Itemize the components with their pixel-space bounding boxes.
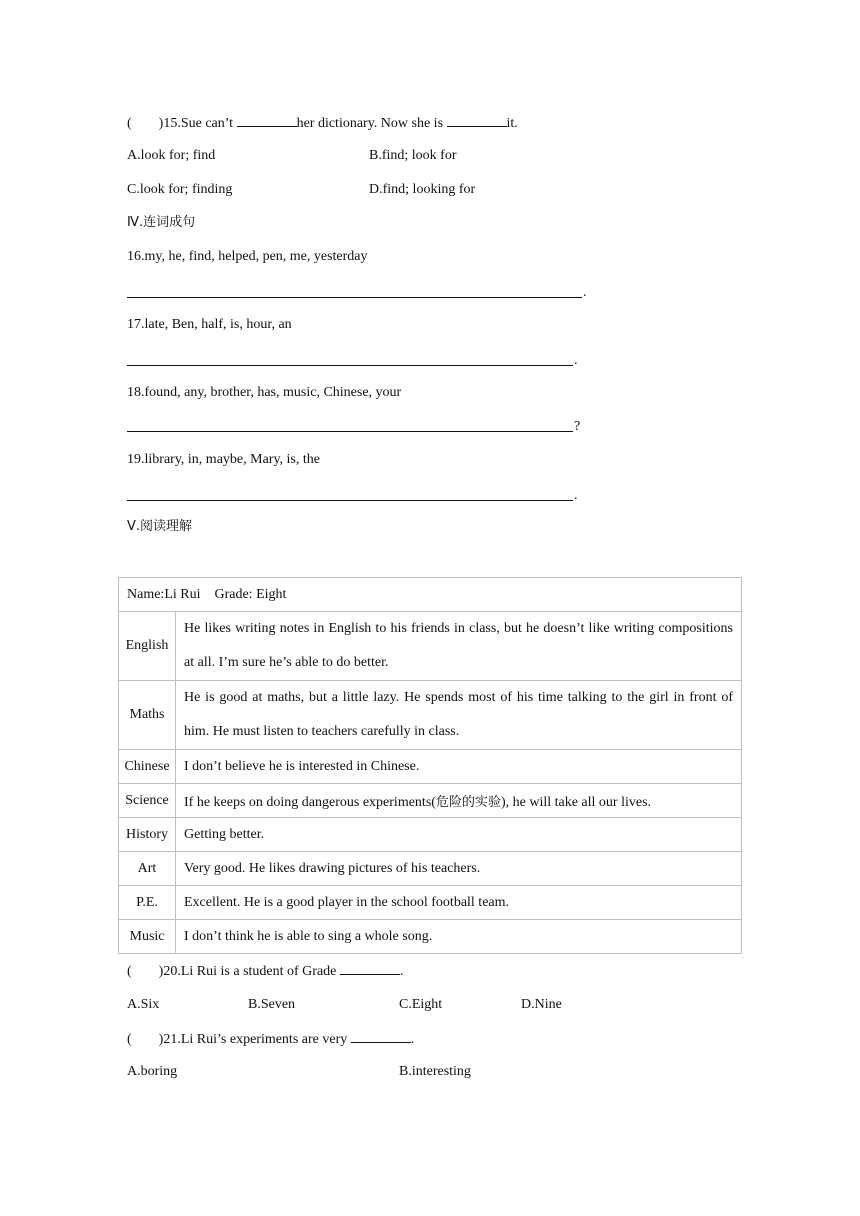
question-17-prompt: 17.late, Ben, half, is, hour, an: [127, 317, 292, 332]
option-a[interactable]: A.Six: [127, 997, 160, 1012]
question-21: ( )21.Li Rui’s experiments are very .: [127, 1029, 414, 1049]
fill-blank[interactable]: [340, 961, 400, 975]
answer-line-18[interactable]: ?: [127, 417, 587, 435]
table-row: [119, 784, 742, 818]
comment-cell: Getting better.: [176, 818, 742, 852]
table-row: [119, 818, 742, 852]
question-20-stem: 20.Li Rui is a student of Grade: [163, 964, 337, 979]
subject-cell: P.E.: [119, 886, 176, 920]
fill-blank[interactable]: [447, 113, 507, 127]
subject-cell: Music: [119, 920, 176, 954]
subject-cell: Chinese: [119, 750, 176, 784]
table-row: [119, 681, 742, 750]
comment-cell: Very good. He likes drawing pictures of his teachers.: [176, 852, 742, 886]
option-d[interactable]: D.Nine: [521, 997, 562, 1012]
table-row: [119, 750, 742, 784]
subject-cell: English: [119, 612, 176, 681]
fill-blank[interactable]: [351, 1029, 411, 1043]
section-4-title: Ⅳ.连词成句: [127, 215, 196, 230]
table-row: [119, 612, 742, 681]
question-19-prompt: 19.library, in, maybe, Mary, is, the: [127, 452, 320, 467]
answer-line-16[interactable]: .: [127, 283, 597, 301]
question-15: [127, 113, 518, 133]
subject-cell: History: [119, 818, 176, 852]
answer-line-19[interactable]: .: [127, 486, 587, 504]
table-row: [119, 920, 742, 954]
subject-cell: Art: [119, 852, 176, 886]
answer-paren-open: (: [127, 964, 132, 979]
chinese-gloss: 危险的实验: [435, 794, 501, 810]
answer-paren-close: ): [158, 1032, 164, 1047]
answer-paren-close: ): [158, 116, 164, 131]
section-5-title: Ⅴ.阅读理解: [127, 519, 193, 534]
option-b[interactable]: B.interesting: [399, 1064, 471, 1079]
question-21-stem: 21.Li Rui’s experiments are very: [163, 1032, 348, 1047]
option-d[interactable]: D.find; looking for: [369, 182, 476, 197]
question-16-prompt: 16.my, he, find, helped, pen, me, yesterday: [127, 249, 368, 264]
option-b[interactable]: B.find; look for: [369, 148, 457, 163]
table-header-row: [119, 578, 742, 612]
comment-cell: If he keeps on doing dangerous experiments(危险的实验), he will take all our lives.: [176, 784, 742, 818]
question-15-stem-a: 15.Sue can’t: [163, 116, 234, 131]
option-c[interactable]: C.look for; finding: [127, 182, 233, 197]
option-a[interactable]: A.boring: [127, 1064, 178, 1079]
report-card-table: [118, 577, 742, 954]
subject-cell: Maths: [119, 681, 176, 750]
name-grade-header: Name:Li Rui Grade: Eight: [119, 578, 742, 612]
comment-cell: He likes writing notes in English to his friends in class, but he doesn’t like writing compositions at all. I’m sure he’s able to do better.: [176, 612, 742, 681]
question-15-stem-c: it.: [506, 116, 518, 131]
comment-cell: I don’t believe he is interested in Chinese.: [176, 750, 742, 784]
table-row: [119, 852, 742, 886]
question-20: ( )20.Li Rui is a student of Grade .: [127, 961, 403, 981]
question-15-stem-b: her dictionary. Now she is: [296, 116, 444, 131]
comment-cell: I don’t think he is able to sing a whole song.: [176, 920, 742, 954]
subject-cell: Science: [119, 784, 176, 818]
answer-paren-open: (: [127, 1032, 132, 1047]
option-b[interactable]: B.Seven: [248, 997, 296, 1012]
option-c[interactable]: C.Eight: [399, 997, 443, 1012]
comment-cell: Excellent. He is a good player in the school football team.: [176, 886, 742, 920]
question-18-prompt: 18.found, any, brother, has, music, Chinese, your: [127, 385, 402, 400]
comment-cell: He is good at maths, but a little lazy. He spends most of his time talking to the girl in front of him. He must listen to teachers carefully in class.: [176, 681, 742, 750]
answer-paren-close: ): [158, 964, 164, 979]
fill-blank[interactable]: [237, 113, 297, 127]
answer-line-17[interactable]: .: [127, 351, 587, 369]
answer-paren-open: (: [127, 116, 132, 131]
option-a[interactable]: A.look for; find: [127, 148, 216, 163]
table-row: [119, 886, 742, 920]
